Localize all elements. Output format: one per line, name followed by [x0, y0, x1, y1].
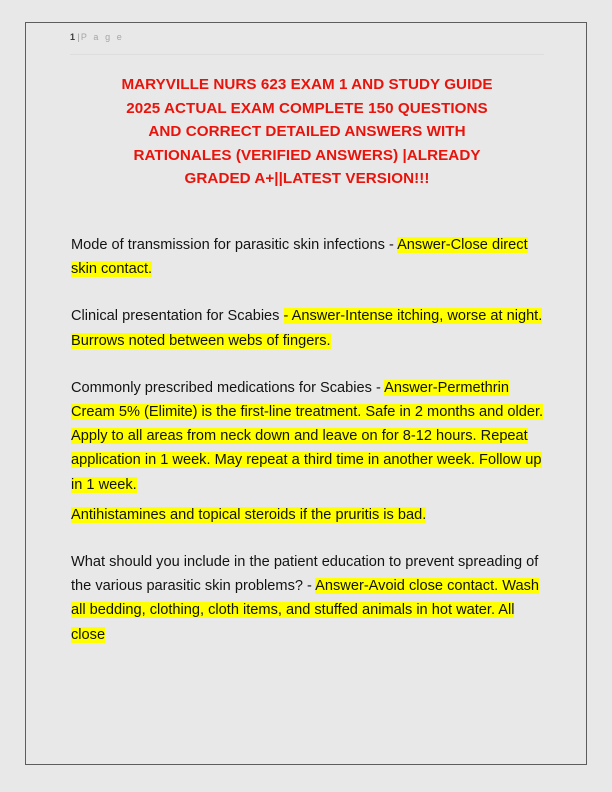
answer-highlight-3: Answer-Permethrin Cream 5% (Elimite) is the first-line treatment. Safe in 2 months and older. Apply to all areas from neck down and leave on for 8-12 hours. Repeat application in 1 week. May repeat a third time in another week. Follow up in 1 week. — [71, 379, 544, 493]
page-number-value: 1 — [70, 32, 76, 42]
document-page — [25, 22, 587, 765]
question-text-3: Commonly prescribed medications for Scabies - — [71, 379, 385, 396]
title-line-5: GRADED A+||LATEST VERSION!!! — [184, 170, 430, 187]
answer-highlight-5: Answer-Avoid close contact. Wash all bedding, clothing, cloth items, and stuffed animals in hot water. All close — [71, 578, 540, 643]
question-text-2: Clinical presentation for Scabies — [71, 308, 284, 325]
page-word-label: P a g e — [80, 32, 124, 42]
question-text-1: Mode of transmission for parasitic skin infections - — [71, 237, 398, 253]
title-line-2: 2025 ACTUAL EXAM COMPLETE 150 QUESTIONS — [126, 99, 488, 117]
answer-highlight-1: Answer-Close direct skin contact. — [71, 237, 528, 278]
page-header — [26, 23, 586, 48]
page-number-label — [70, 31, 586, 43]
document-body — [71, 233, 551, 647]
title-line-3: AND CORRECT DETAILED ANSWERS WITH — [148, 123, 466, 140]
qa-paragraph-2 — [71, 304, 551, 352]
title-line-4: RATIONALES (VERIFIED ANSWERS) |ALREADY — [133, 146, 481, 164]
document-title — [72, 73, 542, 191]
qa-paragraph-4 — [71, 503, 551, 527]
qa-paragraph-1 — [71, 233, 551, 281]
title-line-1: MARYVILLE NURS 623 EXAM 1 AND STUDY GUIDE — [121, 76, 493, 93]
page-number-separator: | — [77, 32, 80, 42]
answer-highlight-2: - Answer-Intense itching, worse at night. Burrows noted between webs of fingers. — [71, 308, 543, 349]
header-divider — [70, 54, 544, 55]
question-text-5: What should you include in the patient education to prevent spreading of the various parasitic skin problems? - — [71, 554, 539, 595]
qa-paragraph-3 — [71, 376, 551, 497]
qa-paragraph-5 — [71, 550, 551, 647]
answer-highlight-4: Antihistamines and topical steroids if the pruritis is bad. — [71, 506, 427, 523]
